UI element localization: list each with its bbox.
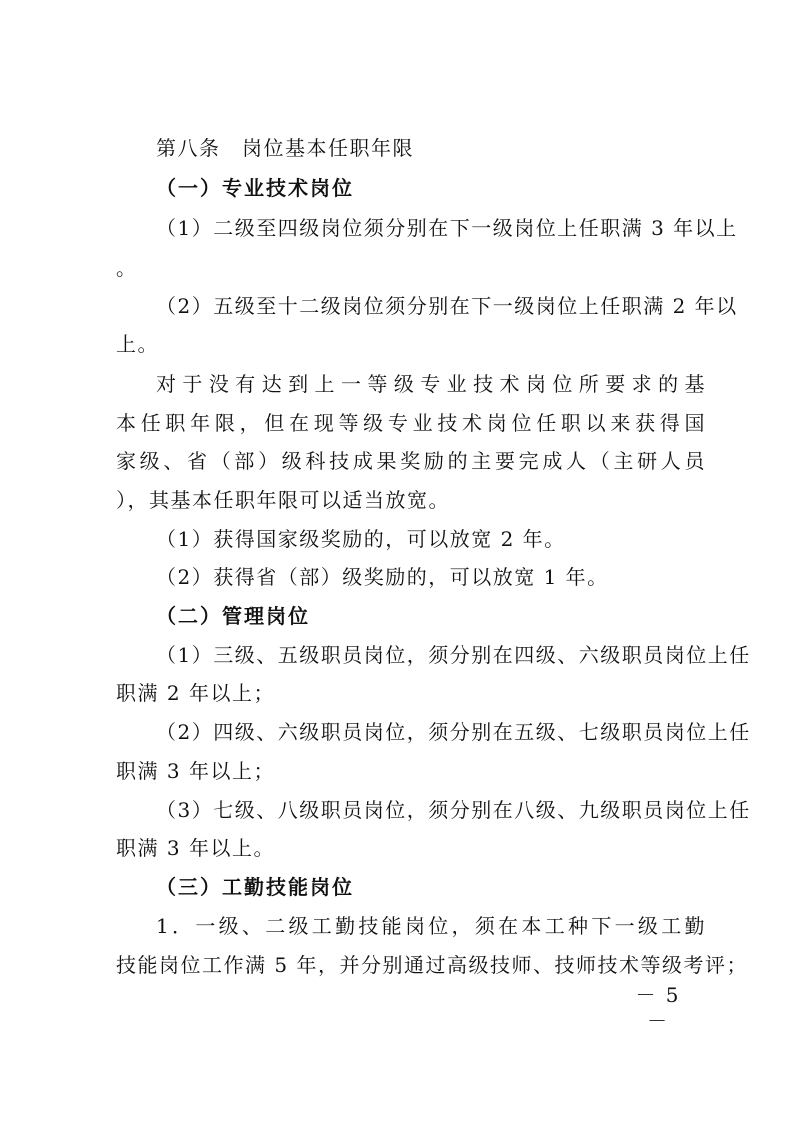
section-heading-management: （二）管理岗位: [156, 604, 310, 628]
text-line: （2）四级、六级职员岗位，须分别在五级、七级职员岗位上任: [156, 720, 751, 744]
text-line: 技能岗位工作满 5 年，并分别通过高级技师、技师技术等级考评；: [116, 953, 748, 977]
text-line: 职满 2 年以上；: [116, 681, 275, 705]
text-line: 职满 3 年以上。: [116, 836, 275, 860]
text-line: （1）二级至四级岗位须分别在下一级岗位上任职满 3 年以上: [156, 216, 738, 240]
page-number: － 5 －: [635, 983, 681, 1033]
section-heading-service: （三）工勤技能岗位: [156, 875, 354, 899]
text-line: （1）三级、五级职员岗位，须分别在四级、六级职员岗位上任: [156, 643, 751, 667]
text-line: 对于没有达到上一等级专业技术岗位所要求的基: [156, 372, 706, 396]
text-line: 。: [116, 256, 138, 280]
text-line: 1．一级、二级工勤技能岗位，须在本工种下一级工勤: [156, 914, 706, 938]
paragraph-note-item-2: （2）获得省（部）级奖励的，可以放宽 1 年。: [156, 565, 609, 589]
text-line: ），其基本任职年限可以适当放宽。: [116, 488, 450, 512]
text-line: 家级、省（部）级科技成果奖励的主要完成人（主研人员: [116, 449, 706, 473]
article-title: 第八条 岗位基本任职年限: [156, 136, 414, 160]
text-line: 本任职年限，但在现等级专业技术岗位任职以来获得国: [116, 411, 706, 435]
text-line: 上。: [116, 332, 159, 356]
text-line: （2）五级至十二级岗位须分别在下一级岗位上任职满 2 年以: [156, 294, 738, 318]
section-heading-professional: （一）专业技术岗位: [156, 176, 354, 200]
paragraph-note-item-1: （1）获得国家级奖励的，可以放宽 2 年。: [156, 527, 566, 551]
text-line: （3）七级、八级职员岗位，须分别在八级、九级职员岗位上任: [156, 798, 751, 822]
text-line: 职满 3 年以上；: [116, 759, 275, 783]
